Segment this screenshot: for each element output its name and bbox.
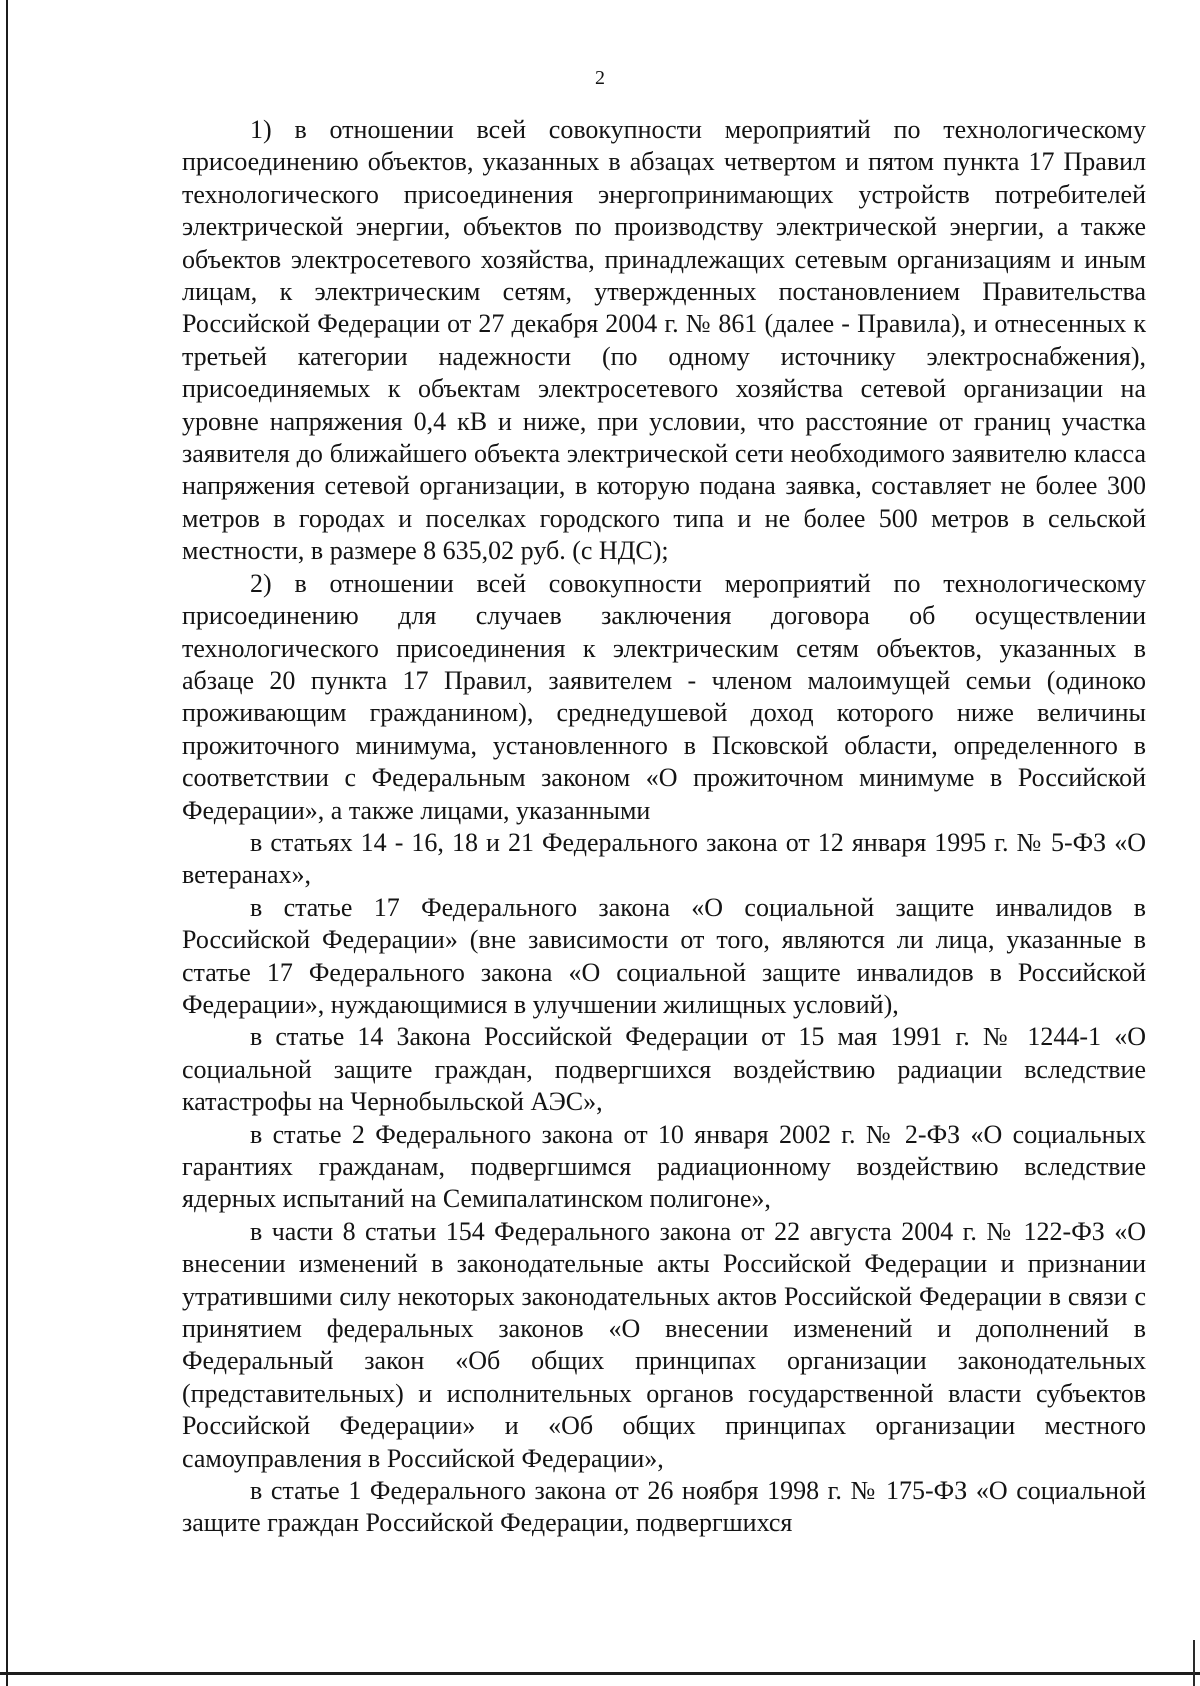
- paragraph-law-122-fz: в части 8 статьи 154 Федерального закона от 22 августа 2004 г. № 122-ФЗ «О внесении изменений в законодательные акты Российской Федерации и признании утратившими силу некоторых законодательных актов Российской Федерации в связи с принятием федеральных законов «О внесении изменений и дополнений в Федеральный закон «Об общих принципах организации законодательных (представительных) и исполнительных органов государственной власти субъектов Российской Федерации» и «Об общих принципах организации местного самоуправления в Российской Федерации»,: [182, 1216, 1146, 1473]
- paragraph-semipalatinsk-law: в статье 2 Федерального закона от 10 января 2002 г. № 2-ФЗ «О социальных гарантиях гражданам, подвергшимся радиационному воздействию вследствие ядерных испытаний на Семипалатинском полигоне»,: [182, 1119, 1146, 1214]
- page-number: 2: [595, 67, 605, 89]
- paragraph-chernobyl-law: в статье 14 Закона Российской Федерации от 15 мая 1991 г. № 1244-1 «О социальной защите граждан, подвергшихся воздействию радиации вследствие катастрофы на Чернобыльской АЭС»,: [182, 1022, 1146, 1117]
- page-number-row: [0, 66, 1200, 90]
- paragraph-item-1-tariff: 1) в отношении всей совокупности мероприятий по технологическому присоединению объектов, указанных в абзацах четвертом и пятом пункта 17 Правил технологического присоединения энергопринимающих устройств потребителей электрической энергии, объектов по производству электрической энергии, а также объектов электросетевого хозяйства, принадлежащих сетевым организациям и иным лицам, к электрическим сетям, утвержденных постановлением Правительства Российской Федерации от 27 декабря 2004 г. № 861 (далее - Правила), и отнесенных к третьей категории надежности (по одному источнику электроснабжения), присоединяемых к объектам электросетевого хозяйства сетевой организации на уровне напряжения 0,4 кВ и ниже, при условии, что расстояние от границ участка заявителя до ближайшего объекта электрической сети необходимого заявителю класса напряжения сетевой организации, в которую подана заявка, составляет не более 300 метров в городах и поселках городского типа и не более 500 метров в сельской местности, в размере 8 635,02 руб. (с НДС);: [182, 115, 1146, 566]
- scan-edge-right: [1193, 1640, 1195, 1686]
- scan-edge-left: [6, 0, 8, 1686]
- paragraph-item-2-low-income: 2) в отношении всей совокупности мероприятий по технологическому присоединению для случаев заключения договора об осуществлении технологического присоединения к электрическим сетям объектов, указанных в абзаце 20 пункта 17 Правил, заявителем - членом малоимущей семьи (одиноко проживающим гражданином), среднедушевой доход которого ниже величины прожиточного минимума, установленного в Псковской области, определенного в соответствии с Федеральным законом «О прожиточном минимуме в Российской Федерации», а также лицами, указанными: [182, 568, 1146, 825]
- scan-edge-bottom: [0, 1672, 1200, 1675]
- document-body: [182, 114, 1146, 1540]
- paragraph-veterans-law: в статьях 14 - 16, 18 и 21 Федерального закона от 12 января 1995 г. № 5-ФЗ «О ветеранах»,: [182, 827, 1146, 890]
- paragraph-disabled-persons-law: в статье 17 Федерального закона «О социальной защите инвалидов в Российской Федерации» (вне зависимости от того, являются ли лица, указанные в статье 17 Федерального закона «О социальной защите инвалидов в Российской Федерации», нуждающимися в улучшении жилищных условий),: [182, 892, 1146, 1019]
- paragraph-law-175-fz: в статье 1 Федерального закона от 26 ноября 1998 г. № 175-ФЗ «О социальной защите граждан Российской Федерации, подвергшихся: [182, 1476, 1146, 1538]
